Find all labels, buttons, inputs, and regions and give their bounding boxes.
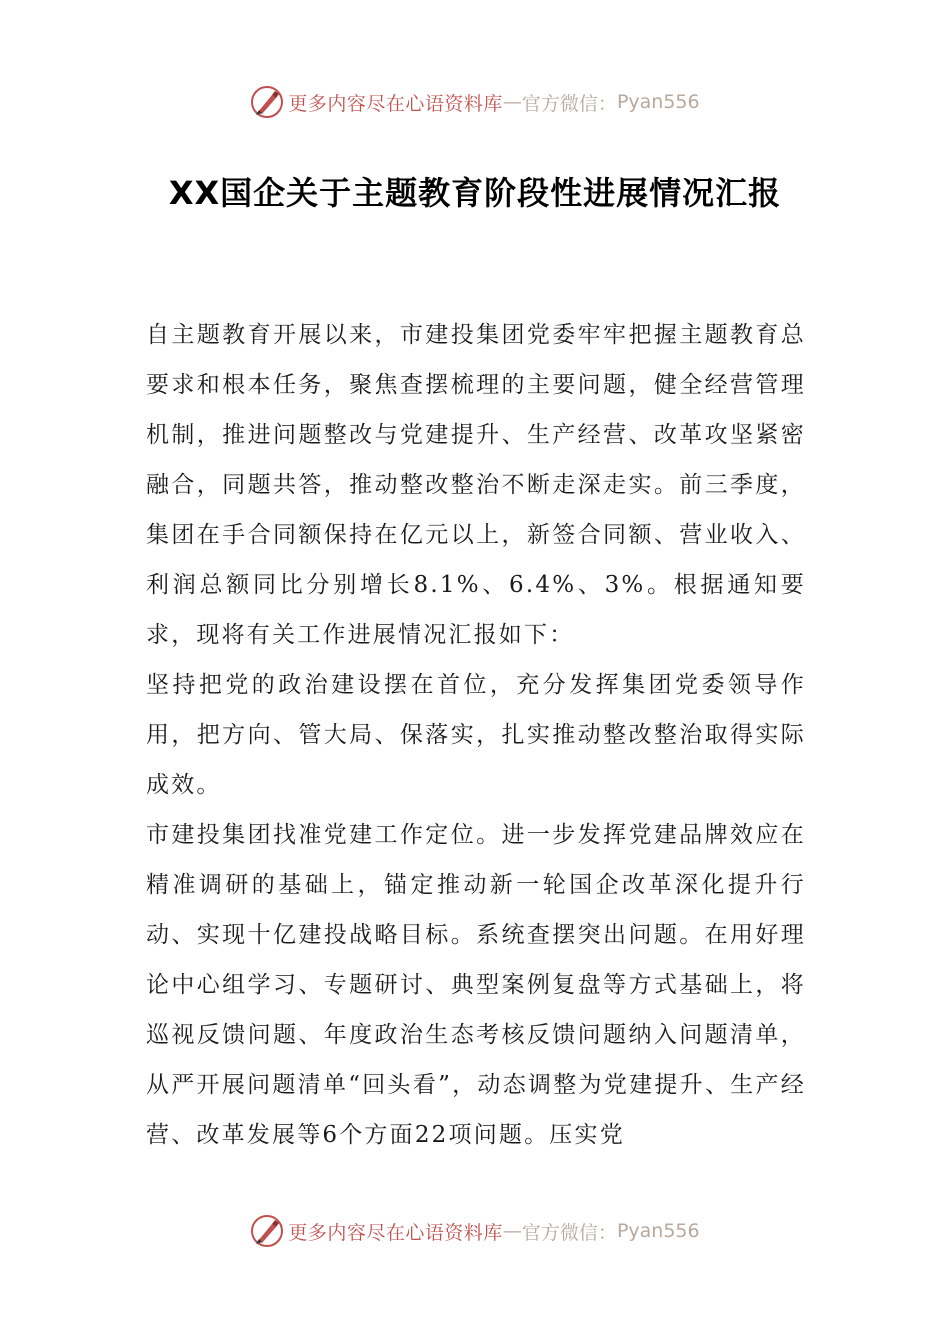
header-watermark xyxy=(0,82,950,122)
watermark-wechat-id: Pyan556 xyxy=(616,1220,700,1242)
pen-logo-icon xyxy=(250,1214,284,1248)
paragraph-intro: 自主题教育开展以来，市建投集团党委牢牢把握主题教育总要求和根本任务，聚焦查摆梳理的主要问题，健全经营管理机制，推进问题整改与党建提升、生产经营、改革攻坚紧密融合，同题共答，推动整改整治不断走深走实。前三季度，集团在手合同额保持在亿元以上，新签合同额、营业收入、利润总额同比分别增长8.1%、6.4%、3%。根据通知要求，现将有关工作进展情况汇报如下： xyxy=(146,322,806,648)
paragraph-political: 坚持把党的政治建设摆在首位，充分发挥集团党委领导作用，把方向、管大局、保落实，扎实推动整改整治取得实际成效。 xyxy=(146,672,806,798)
watermark-wechat-id: Pyan556 xyxy=(616,91,700,113)
watermark-text: 更多内容尽在心语资料库 xyxy=(288,92,503,115)
watermark-wechat-label: 官方微信： xyxy=(521,92,617,115)
footer-watermark xyxy=(0,1211,950,1251)
pen-logo-icon xyxy=(250,85,284,119)
watermark-text: 更多内容尽在心语资料库 xyxy=(288,1221,503,1244)
watermark-dash: — xyxy=(502,1220,522,1242)
document-title: XX国企关于主题教育阶段性进展情况汇报 xyxy=(168,174,782,212)
watermark-wechat-label: 官方微信： xyxy=(521,1221,617,1244)
document-body xyxy=(146,310,806,1160)
watermark-dash: — xyxy=(502,91,522,113)
paragraph-party-building: 市建投集团找准党建工作定位。进一步发挥党建品牌效应在精准调研的基础上，锚定推动新一轮国企改革深化提升行动、实现十亿建投战略目标。系统查摆突出问题。在用好理论中心组学习、专题研讨、典型案例复盘等方式基础上，将巡视反馈问题、年度政治生态考核反馈问题纳入问题清单，从严开展问题清单“回头看”，动态调整为党建提升、生产经营、改革发展等6个方面22项问题。压实党 xyxy=(146,822,806,1148)
